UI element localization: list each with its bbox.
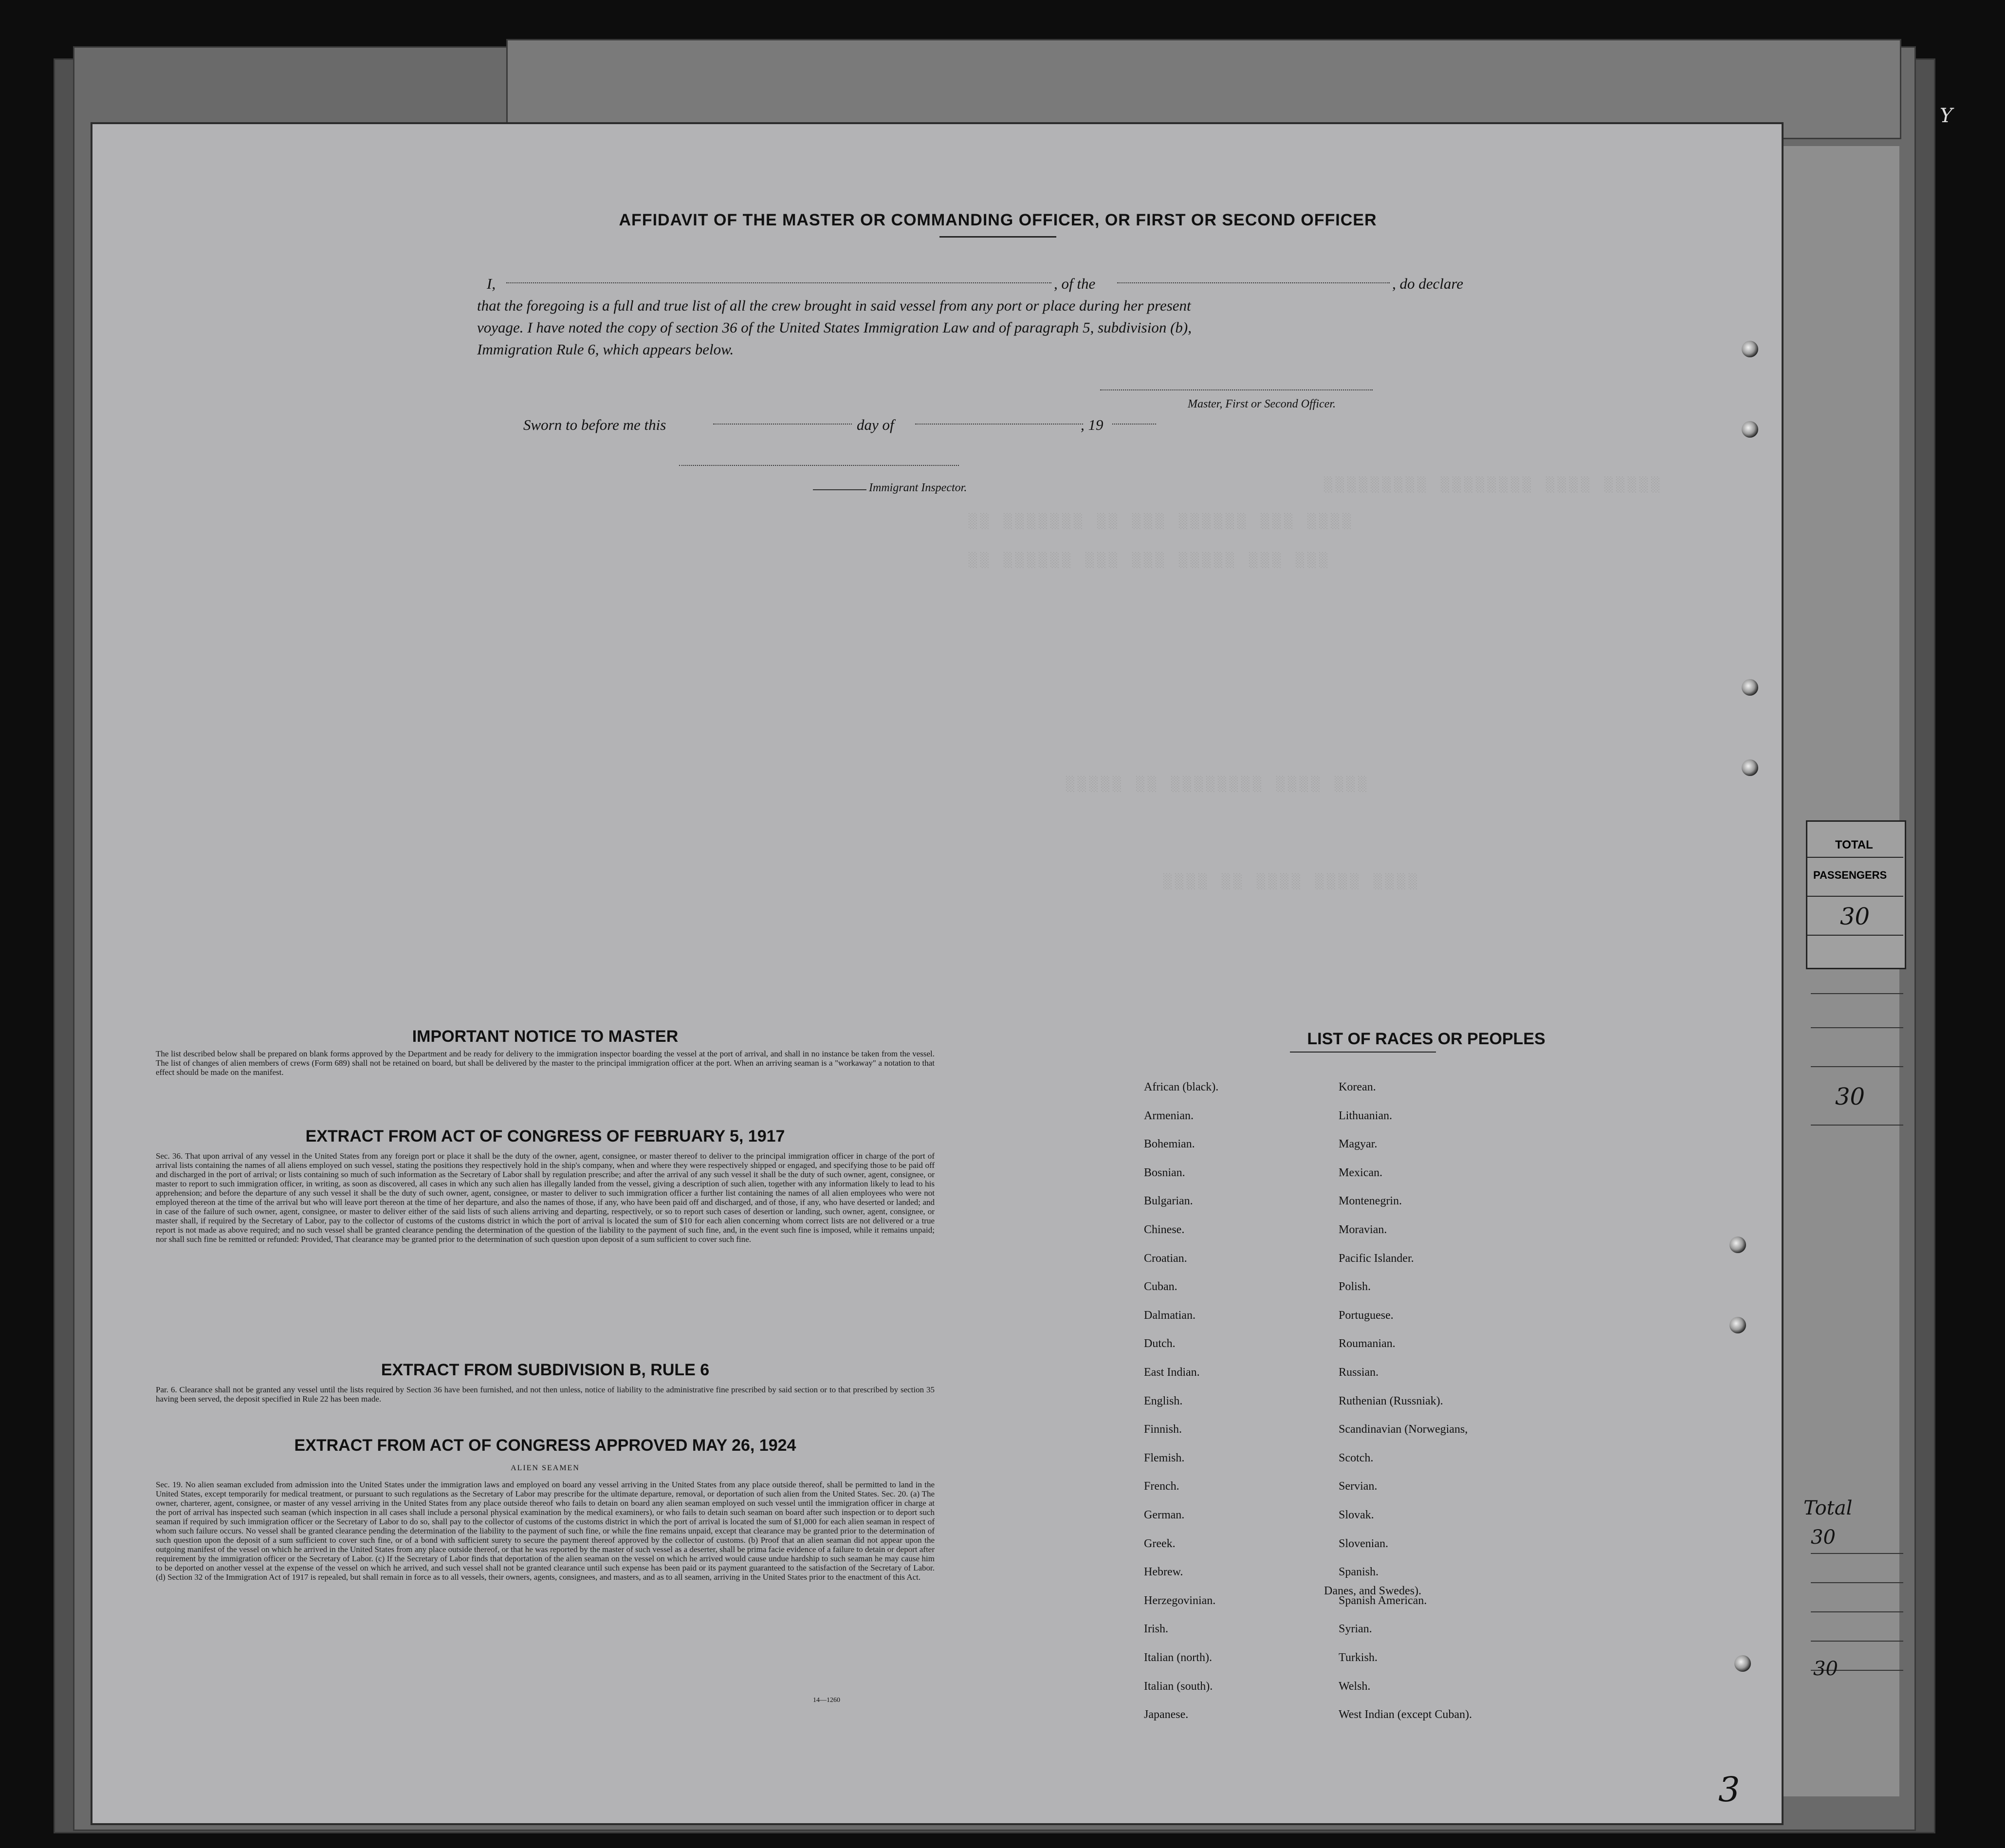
race-item: English. (1144, 1394, 1183, 1407)
punch-hole (1742, 759, 1758, 776)
race-item: Korean. (1339, 1081, 1376, 1093)
notice-body: The list described below shall be prepared on blank forms approved by the Department and be ready for delivery to the immigration inspector boarding the vessel at the port of arrival, and shall in no instance be taken from the vessel. The list of changes of alien members of crews (Form 689) shall not be retained on board, but shall be delivered by the master to the principal immigration officer at the port. When an arriving seaman is a "workaway" a notation to that effect should be made on the manifest. (156, 1049, 935, 1077)
corner-mark: Y (1940, 105, 1953, 127)
margin-rule (1811, 1641, 1903, 1642)
handwritten-total: 30 (1813, 1658, 1838, 1680)
extract-1917-heading: EXTRACT FROM ACT OF CONGRESS OF FEBRUARY 5, 1917 (305, 1127, 785, 1146)
declarant-prefix: I, (487, 275, 496, 292)
punch-hole (1742, 679, 1758, 696)
margin-rule (1811, 1582, 1903, 1583)
race-item: Dutch. (1144, 1337, 1176, 1350)
sworn-label: Sworn to before me this (523, 416, 666, 433)
margin-rule (1811, 1611, 1903, 1612)
affidavit-line: Immigration Rule 6, which appears below. (477, 341, 734, 358)
page-number-mark: 3 (1718, 1770, 1740, 1810)
punch-hole (1742, 421, 1758, 438)
declarant-name-field[interactable] (506, 282, 1051, 283)
form-number: 14—1260 (813, 1697, 840, 1704)
race-item: Magyar. (1339, 1138, 1378, 1151)
extract-rule6-heading: EXTRACT FROM SUBDIVISION B, RULE 6 (381, 1361, 710, 1379)
race-item: Montenegrin. (1339, 1195, 1402, 1208)
race-item: Bosnian. (1144, 1166, 1185, 1179)
race-item: Finnish. (1144, 1423, 1182, 1436)
punch-hole (1742, 341, 1758, 357)
race-item: Portuguese. (1339, 1309, 1394, 1322)
race-item: Dalmatian. (1144, 1309, 1196, 1322)
master-signature-line[interactable] (1100, 389, 1373, 390)
margin-rule (1811, 993, 1903, 994)
race-item: Pacific Islander. (1339, 1252, 1414, 1265)
master-caption: Master, First or Second Officer. (1188, 398, 1336, 410)
margin-rule (1811, 1027, 1903, 1028)
punch-hole (1729, 1317, 1746, 1333)
affidavit-line: that the foregoing is a full and true list of all the crew brought in said vessel from any port or place during her present (477, 297, 1191, 314)
race-item: Ruthenian (Russniak). (1339, 1394, 1443, 1407)
affidavit-line: voyage. I have noted the copy of section 36 of the United States Immigration Law and of paragraph 5, subdivision (b), (477, 319, 1192, 336)
race-item: German. (1144, 1509, 1185, 1521)
race-item: Mexican. (1339, 1166, 1382, 1179)
punch-hole (1734, 1655, 1751, 1672)
vessel-name-field[interactable] (1117, 282, 1390, 283)
notice-heading: IMPORTANT NOTICE TO MASTER (412, 1027, 679, 1046)
extract-1924-heading: EXTRACT FROM ACT OF CONGRESS APPROVED MAY 26, 1924 (294, 1436, 796, 1455)
handwritten-total: 30 (1835, 1083, 1865, 1110)
passengers-label: PASSENGERS (1813, 869, 1887, 881)
race-item: Spanish. (1339, 1566, 1379, 1579)
handwritten-total: 30 (1840, 903, 1870, 930)
race-item: Bulgarian. (1144, 1195, 1193, 1208)
race-item: Scandinavian (Norwegians, (1339, 1423, 1468, 1436)
race-item: Armenian. (1144, 1109, 1194, 1122)
race-item: African (black). (1144, 1081, 1219, 1093)
sworn-year-field[interactable] (1112, 424, 1156, 425)
extract-1924-subheading: ALIEN SEAMEN (511, 1464, 580, 1472)
box-divider (1806, 935, 1903, 936)
race-item: Slovak. (1339, 1509, 1374, 1521)
title-rule (939, 236, 1056, 238)
sworn-day-field[interactable] (713, 424, 852, 425)
race-item: Croatian. (1144, 1252, 1187, 1265)
race-item: Italian (north). (1144, 1651, 1212, 1664)
margin-rule (1811, 1125, 1903, 1126)
race-item: Greek. (1144, 1537, 1176, 1550)
day-of-label: day of (857, 416, 894, 433)
race-item: West Indian (except Cuban). (1339, 1708, 1472, 1721)
margin-rule (1811, 1066, 1903, 1067)
total-label: TOTAL (1835, 838, 1873, 851)
race-item: Russian. (1339, 1366, 1379, 1379)
underlying-manifest-sheet (1762, 146, 1899, 1796)
inspector-signature-line[interactable] (679, 465, 959, 466)
affidavit-title: AFFIDAVIT OF THE MASTER OR COMMANDING OFFICER, OR FIRST OR SECOND OFFICER (619, 211, 1377, 229)
of-the-label: , of the (1054, 275, 1096, 292)
race-item: Flemish. (1144, 1451, 1185, 1464)
box-divider (1806, 857, 1903, 858)
race-item: French. (1144, 1480, 1179, 1493)
race-item: East Indian. (1144, 1366, 1200, 1379)
race-item: Turkish. (1339, 1651, 1378, 1664)
race-item: Japanese. (1144, 1708, 1189, 1721)
race-item-continuation: Danes, and Swedes). (1324, 1585, 1421, 1597)
race-item: Servian. (1339, 1480, 1378, 1493)
extract-1917-body: Sec. 36. That upon arrival of any vessel in the United States from any foreign port or place it shall be the duty of the owner, agent, consignee, or master thereof to deliver to the principal immigration officer in charge of the port of arrival lists containing the names of all aliens employed on such vessel, stating the positions they respectively hold in the ship's company, when and where they were respectively shipped or engaged, and specifying those to be paid off and discharged in the port of arrival; or lists containing so much of such information as the Secretary of Labor shall by regulation prescribe; and after the arrival of any such vessel it shall be the duty of such owner, agent, consignee, or master to report to such immigration officer, in writing, as soon as discovered, all cases in which any such alien has illegally landed from the vessel, giving a description of such alien, together with any information likely to lead to his apprehension; and before the departure of any such vessel it shall be the duty of such owner, agent, consignee, or master to deliver to such immigration officer a further list containing the names of all alien employees who were not employed thereon at the time of the arrival but who will leave port thereon at the time of her departure, and also the names of those, if any, who have been paid off and discharged, and of those, if any, who have deserted or landed; and in case of the failure of such owner, agent, consignee, or master to deliver either of the said lists of such aliens arriving and departing, respectively, or so to report such cases of desertion or landing, such owner, agent, consignee, or master shall, if required by the Secretary of Labor, pay to the collector of customs of the customs district in which the port of arrival is located the sum of $10 for each alien concerning whom correct lists are not delivered or a true report is not made as above required; and no such vessel shall be granted clearance pending the determination of the question of the liability to the payment of such fine, and, in the event such fine is imposed, while it remains unpaid; nor shall such fine be remitted or refunded: Provided, That clearance may be granted prior to the determination of such question upon deposit of a sum sufficient to cover such fine. (156, 1151, 935, 1244)
race-item: Cuban. (1144, 1280, 1177, 1294)
affidavit-page: AFFIDAVIT OF THE MASTER OR COMMANDING OFFICER, OR FIRST OR SECOND OFFICER I, , of the , do declare that the foregoing is a full and true list of all the crew brought in said vessel from any port or place during her present voyage. I have noted the copy of section 36 of the United States Immigration Law and of paragraph 5, subdivision (b), Immigration Rule 6, which appears below. Master, First or Second Officer. Sworn to before me this day of , 19 Immigrant Inspector. ░░░░░░░░░ ░░░░░░░░ ░░░░ ░░░░░ ░░ ░░░░░░░ ░░ ░░░ ░░░░░░ ░░░ ░░░░ ░░ ░░░░░░ ░░░ ░░░ ░░░░░ ░░░ ░░░ ░░░░░ ░░ ░░░░░░░░ ░░░░ ░░░ ░░░░ ░░ ░░░░ ░░░░ ░░░░ IMPORTANT NOTICE TO MASTER The list described below shall be prepared on blank forms approved by the Department and be ready for delivery to the immigration inspector boarding the vessel at the port of arrival, and shall in no instance be taken from the vessel. The list of changes of alien members of crews (Form 689) shall not be retained on board, but shall be delivered by the master to the principal immigration officer at the port. When an arriving seaman is a "workaway" a notation to that effect should be made on the manifest. EXTRACT FROM ACT OF CONGRESS OF FEBRUARY 5, 1917 Sec. 36. That upon arrival of any vessel in the United States from any foreign port or place it shall be the duty of the owner, agent, consignee, or master thereof to deliver to the principal immigration officer in charge of the port of arrival lists containing the names of all aliens employed on such vessel, stating the positions they respectively hold in the ship's company, when and where they were respectively shipped or engaged, and specifying those to be paid off and discharged in the port of arrival; or lists containing so much of such information as the Secretary of Labor shall by regulation prescribe; and after the arrival of any such vessel it shall be the duty of such owner, agent, consignee, or master to report to such immigration officer, in writing, as soon as discovered, all cases in which any such alien has illegally landed from the vessel, giving a description of such alien, together with any information likely to lead to his apprehension; and before the departure of any such vessel it shall be the duty of such owner, agent, consignee, or master to deliver to such immigration officer a further list containing the names of all alien employees who were not employed thereon at the time of the arrival but who will leave port thereon at the time of her departure, and also the names of those, if any, who have been paid off and discharged, and of those, if any, who have deserted or landed; and in case of the failure of such owner, agent, consignee, or master to deliver either of the said lists of such aliens arriving and departing, respectively, or so to report such cases of desertion or landing, such owner, agent, consignee, or master shall, if required by the Secretary of Labor, pay to the collector of customs of the customs district in which the port of arrival is located the sum of $10 for each alien concerning whom correct lists are not delivered or a true report is not made as above required; and no such vessel shall be granted clearance pending the determination of the question of the liability to the payment of such fine, and, in the event such fine is imposed, while it remains unpaid; nor shall such fine be remitted or refunded: Provided, That clearance may be granted prior to the determination of such question upon deposit of a sum sufficient to cover such fine. EXTRACT FROM SUBDIVISION B, RULE 6 Par. 6. Clearance shall not be granted any vessel until the lists required by Section 36 have been furnished, and not then unless, notice of liability to the administrative fine prescribed by said section or to that prescribed by section 35 having been served, the deposit specified in Rule 22 has been made. EXTRACT FROM ACT OF CONGRESS APPROVED MAY 26, 1924 ALIEN SEAMEN Sec. 19. No alien seaman excluded from admission into the United States under the immigration laws and employed on board any vessel arriving in the United States from any place outside thereof, shall be permitted to land in the United States, except temporarily for medical treatment, or pursuant to such regulations as the Secretary of Labor may prescribe for the ultimate departure, removal, or deportation of such alien from the United States. Sec. 20. (a) The owner, charterer, agent, consignee, or master of any vessel arriving in the United States from any place outside thereof who fails to detain on board any alien seaman employed on such vessel until the immigration officer in charge at the port of arrival has inspected such seaman (which inspection in all cases shall include a personal physical examination by the medical examiners), or who fails to detain such seaman on board after such inspection or to deport such seaman if required by such immigration officer or the Secretary of Labor to do so, shall pay to the collector of customs of the customs district in which the port of arrival is located the sum of $1,000 for each alien seaman in respect of whom such failure occurs. No vessel shall be granted clearance pending the determination of the liability to the payment of such fine, or while the fine remains unpaid, except that clearance may be granted prior to the determination of such question upon the deposit of a sum sufficient to cover such fine, or of a bond with sufficient surety to secure the payment thereof approved by the collector of customs. (b) Proof that an alien seaman did not appear upon the outgoing manifest of the vessel on which he arrived in the United States from any place outside thereof, or that he was reported by the master of such vessel as a deserter, shall be prima facie evidence of a failure to detain or deport after requirement by the immigration officer or the Secretary of Labor. (c) If the Secretary of Labor finds that deportation of the alien seaman on the vessel on which he arrived would cause undue hardship to such seaman he may cause him to be deported on another vessel at the expense of the vessel on which he arrived, and such vessel shall not be granted clearance until such expense has been paid or its payment guaranteed to the satisfaction of the Secretary of Labor. (d) Section 32 of the Immigration Act of 1917 is repealed, but shall remain in force as to all vessels, their owners, agents, consignees, and masters, and as to all seamen, arriving in the United States prior to the enactment of this Act. 14—1260 LIST OF RACES OR PEOPLES African (black). Armenian. Bohemian. Bosnian. Bulgarian. Chinese. Croatian. Cuban. Dalmatian. Dutch. East Indian. English. Finnish. Flemish. French. German. Greek. Hebrew. Herzegovinian. Irish. Italian (north). Italian (south). Japanese. Korean. Lithuanian. Magyar. Mexican. Montenegrin. Moravian. Pacific Islander. Polish. Portuguese. Roumanian. Russian. Ruthenian (Russniak). Scandinavian (Norwegians, Scotch. Servian. Slovak. Slovenian. Spanish. Spanish American. Syrian. Turkish. Welsh. West Indian (except Cuban). Danes, and Swedes). 3 (92, 124, 1782, 1823)
race-item: Irish. (1144, 1623, 1168, 1636)
race-item: Scotch. (1339, 1451, 1374, 1464)
race-item: Hebrew. (1144, 1566, 1183, 1579)
race-item: Spanish American. (1339, 1594, 1427, 1607)
margin-rule (1811, 1553, 1903, 1554)
races-title-rule (1290, 1052, 1436, 1053)
sworn-month-field[interactable] (915, 424, 1083, 425)
race-item: Bohemian. (1144, 1138, 1195, 1151)
race-item: Italian (south). (1144, 1680, 1213, 1693)
handwritten-total-label: Total (1803, 1497, 1853, 1519)
inspector-caption: Immigrant Inspector. (869, 481, 967, 494)
race-item: Syrian. (1339, 1623, 1372, 1636)
race-item: Welsh. (1339, 1680, 1371, 1693)
races-heading: LIST OF RACES OR PEOPLES (1307, 1030, 1545, 1048)
inspector-signature-underline (813, 489, 866, 490)
year-label: , 19 (1081, 416, 1104, 433)
race-item: Moravian. (1339, 1223, 1387, 1236)
box-divider (1806, 896, 1903, 897)
declare-label: , do declare (1392, 275, 1464, 292)
race-item: Lithuanian. (1339, 1109, 1392, 1122)
extract-rule6-body: Par. 6. Clearance shall not be granted any vessel until the lists required by Section 36 have been furnished, and not then unless, notice of liability to the administrative fine prescribed by said section or to that prescribed by section 35 having been served, the deposit specified in Rule 22 has been made. (156, 1385, 935, 1404)
handwritten-total: 30 (1811, 1526, 1836, 1549)
race-item: Slovenian. (1339, 1537, 1388, 1550)
race-item: Roumanian. (1339, 1337, 1396, 1350)
extract-1924-body: Sec. 19. No alien seaman excluded from admission into the United States under the immigration laws and employed on board any vessel arriving in the United States from any place outside thereof, shall be permitted to land in the United States, except temporarily for medical treatment, or pursuant to such regulations as the Secretary of Labor may prescribe for the ultimate departure, removal, or deportation of such alien from the United States. Sec. 20. (a) The owner, charterer, agent, consignee, or master of any vessel arriving in the United States from any place outside thereof who fails to detain on board any alien seaman employed on such vessel until the immigration officer in charge at the port of arrival has inspected such seaman (which inspection in all cases shall include a personal physical examination by the medical examiners), or who fails to detain such seaman on board after such inspection or to deport such seaman if required by such immigration officer or the Secretary of Labor to do so, shall pay to the collector of customs of the customs district in which the port of arrival is located the sum of $1,000 for each alien seaman in respect of whom such failure occurs. No vessel shall be granted clearance pending the determination of the liability to the payment of such fine, or while the fine remains unpaid, except that clearance may be granted prior to the determination of such question upon the deposit of a sum sufficient to cover such fine, or of a bond with sufficient surety to secure the payment thereof approved by the collector of customs. (b) Proof that an alien seaman did not appear upon the outgoing manifest of the vessel on which he arrived in the United States from any place outside thereof, or that he was reported by the master of such vessel as a deserter, shall be prima facie evidence of a failure to detain or deport after requirement by the immigration officer or the Secretary of Labor. (c) If the Secretary of Labor finds that deportation of the alien seaman on the vessel on which he arrived would cause undue hardship to such seaman he may cause him to be deported on another vessel at the expense of the vessel on which he arrived, and such vessel shall not be granted clearance until such expense has been paid or its payment guaranteed to the satisfaction of the Secretary of Labor. (d) Section 32 of the Immigration Act of 1917 is repealed, but shall remain in force as to all vessels, their owners, agents, consignees, and masters, and as to all seamen, arriving in the United States prior to the enactment of this Act. (156, 1480, 935, 1582)
race-item: Polish. (1339, 1280, 1371, 1294)
race-item: Herzegovinian. (1144, 1594, 1216, 1607)
punch-hole (1729, 1237, 1746, 1253)
race-item: Chinese. (1144, 1223, 1185, 1236)
